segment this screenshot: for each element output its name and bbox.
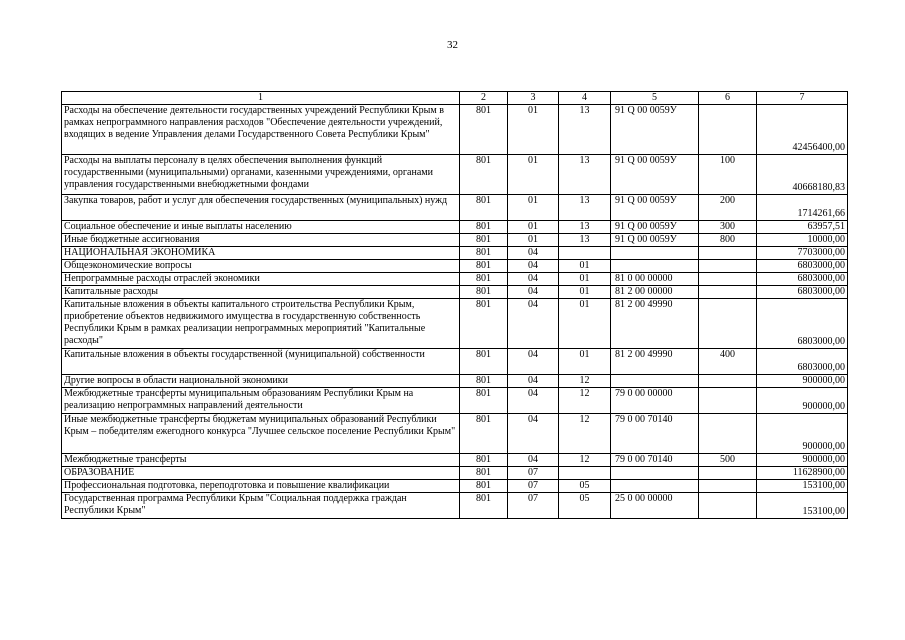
amount-cell: 6803000,00 [757, 286, 848, 299]
expense-type-cell [699, 414, 757, 454]
target-code-cell: 91 Q 00 0059У [611, 155, 699, 195]
chapter-code-cell: 04 [508, 273, 559, 286]
amount-cell: 63957,51 [757, 221, 848, 234]
subsection-code-cell: 12 [559, 414, 611, 454]
target-code-cell: 91 Q 00 0059У [611, 105, 699, 155]
section-code-cell: 801 [460, 414, 508, 454]
row-name-cell: Закупка товаров, работ и услуг для обеспечения государственных (муниципальных) нужд [62, 195, 460, 221]
table-row [62, 286, 848, 299]
section-code-cell: 801 [460, 299, 508, 349]
amount-cell: 7703000,00 [757, 247, 848, 260]
section-code-cell: 801 [460, 467, 508, 480]
chapter-code-cell: 04 [508, 247, 559, 260]
section-code-cell: 801 [460, 260, 508, 273]
subsection-code-cell: 13 [559, 221, 611, 234]
row-name-cell: Расходы на выплаты персоналу в целях обеспечения выполнения функций государственными (муниципальными) органами, казенными учреждениями, органами управления государственными внебюджетными фондами [62, 155, 460, 195]
section-code-cell: 801 [460, 349, 508, 375]
table-row [62, 454, 848, 467]
amount-cell: 900000,00 [757, 388, 848, 414]
target-code-cell: 79 0 00 70140 [611, 414, 699, 454]
row-name-cell: Иные бюджетные ассигнования [62, 234, 460, 247]
expense-type-cell: 800 [699, 234, 757, 247]
subsection-code-cell: 01 [559, 349, 611, 375]
amount-cell: 900000,00 [757, 375, 848, 388]
subsection-code-cell: 13 [559, 234, 611, 247]
target-code-cell [611, 467, 699, 480]
row-name-cell: Общеэкономические вопросы [62, 260, 460, 273]
subsection-code-cell: 12 [559, 375, 611, 388]
table-row [62, 195, 848, 221]
chapter-code-cell: 01 [508, 105, 559, 155]
section-code-cell: 801 [460, 375, 508, 388]
expense-type-cell [699, 260, 757, 273]
expense-type-cell [699, 299, 757, 349]
table-row [62, 105, 848, 155]
row-name-cell: Государственная программа Республики Крым "Социальная поддержка граждан Республики Крым" [62, 493, 460, 519]
page-number: 32 [447, 39, 458, 51]
amount-cell: 6803000,00 [757, 273, 848, 286]
row-name-cell: Иные межбюджетные трансферты бюджетам муниципальных образований Республики Крым – победителям ежегодного конкурса "Лучшее сельское поселение Республики Крым" [62, 414, 460, 454]
section-code-cell: 801 [460, 273, 508, 286]
amount-cell: 1714261,66 [757, 195, 848, 221]
target-code-cell [611, 480, 699, 493]
target-code-cell: 79 0 00 70140 [611, 454, 699, 467]
chapter-code-cell: 04 [508, 375, 559, 388]
row-name-cell: Межбюджетные трансферты [62, 454, 460, 467]
expense-type-cell: 500 [699, 454, 757, 467]
table-row [62, 247, 848, 260]
amount-cell: 40668180,83 [757, 155, 848, 195]
target-code-cell: 91 Q 00 0059У [611, 234, 699, 247]
target-code-cell [611, 375, 699, 388]
expense-type-cell [699, 388, 757, 414]
header-cell: 2 [460, 92, 508, 105]
expense-type-cell: 200 [699, 195, 757, 221]
row-name-cell: Социальное обеспечение и иные выплаты населению [62, 221, 460, 234]
expense-type-cell [699, 286, 757, 299]
chapter-code-cell: 04 [508, 388, 559, 414]
section-code-cell: 801 [460, 195, 508, 221]
chapter-code-cell: 01 [508, 195, 559, 221]
section-code-cell: 801 [460, 286, 508, 299]
chapter-code-cell: 07 [508, 467, 559, 480]
expense-type-cell [699, 273, 757, 286]
header-cell: 4 [559, 92, 611, 105]
amount-cell: 10000,00 [757, 234, 848, 247]
expense-type-cell [699, 480, 757, 493]
section-code-cell: 801 [460, 234, 508, 247]
table-row [62, 414, 848, 454]
table-row [62, 375, 848, 388]
subsection-code-cell [559, 247, 611, 260]
expense-type-cell [699, 105, 757, 155]
chapter-code-cell: 04 [508, 299, 559, 349]
header-cell: 3 [508, 92, 559, 105]
table-row [62, 480, 848, 493]
table-row [62, 234, 848, 247]
section-code-cell: 801 [460, 155, 508, 195]
row-name-cell: Непрограммные расходы отраслей экономики [62, 273, 460, 286]
subsection-code-cell: 01 [559, 273, 611, 286]
table-row [62, 349, 848, 375]
chapter-code-cell: 07 [508, 493, 559, 519]
table-row [62, 155, 848, 195]
amount-cell: 6803000,00 [757, 299, 848, 349]
amount-cell: 153100,00 [757, 480, 848, 493]
row-name-cell: Капитальные вложения в объекты капитального строительства Республики Крым, приобретение объектов недвижимого имущества в государственную собственность Республики Крым в рамках реализации непрограммных мероприятий "Капитальные расходы" [62, 299, 460, 349]
header-cell: 5 [611, 92, 699, 105]
row-name-cell: ОБРАЗОВАНИЕ [62, 467, 460, 480]
section-code-cell: 801 [460, 454, 508, 467]
target-code-cell: 25 0 00 00000 [611, 493, 699, 519]
row-name-cell: Капитальные расходы [62, 286, 460, 299]
chapter-code-cell: 07 [508, 480, 559, 493]
budget-table [61, 91, 848, 519]
subsection-code-cell: 05 [559, 493, 611, 519]
subsection-code-cell: 01 [559, 299, 611, 349]
table-row [62, 273, 848, 286]
header-cell: 1 [62, 92, 460, 105]
row-name-cell: Капитальные вложения в объекты государственной (муниципальной) собственности [62, 349, 460, 375]
expense-type-cell [699, 467, 757, 480]
subsection-code-cell [559, 467, 611, 480]
row-name-cell: Другие вопросы в области национальной экономики [62, 375, 460, 388]
subsection-code-cell: 13 [559, 105, 611, 155]
amount-cell: 6803000,00 [757, 349, 848, 375]
section-code-cell: 801 [460, 493, 508, 519]
expense-type-cell: 300 [699, 221, 757, 234]
subsection-code-cell: 12 [559, 388, 611, 414]
row-name-cell: НАЦИОНАЛЬНАЯ ЭКОНОМИКА [62, 247, 460, 260]
amount-cell: 11628900,00 [757, 467, 848, 480]
section-code-cell: 801 [460, 105, 508, 155]
subsection-code-cell: 12 [559, 454, 611, 467]
amount-cell: 900000,00 [757, 454, 848, 467]
expense-type-cell: 100 [699, 155, 757, 195]
table-row [62, 260, 848, 273]
target-code-cell: 79 0 00 00000 [611, 388, 699, 414]
amount-cell: 6803000,00 [757, 260, 848, 273]
subsection-code-cell: 01 [559, 260, 611, 273]
table-row [62, 299, 848, 349]
target-code-cell [611, 247, 699, 260]
row-name-cell: Расходы на обеспечение деятельности государственных учреждений Республики Крым в рамках непрограммного направления расходов "Обеспечение деятельности учреждений, входящих в ведение Управления делами Государственного Совета Республики Крым" [62, 105, 460, 155]
section-code-cell: 801 [460, 480, 508, 493]
amount-cell: 42456400,00 [757, 105, 848, 155]
section-code-cell: 801 [460, 388, 508, 414]
chapter-code-cell: 01 [508, 155, 559, 195]
target-code-cell: 81 2 00 49990 [611, 299, 699, 349]
chapter-code-cell: 04 [508, 454, 559, 467]
table-row [62, 221, 848, 234]
header-cell: 7 [757, 92, 848, 105]
section-code-cell: 801 [460, 221, 508, 234]
row-name-cell: Профессиональная подготовка, переподготовка и повышение квалификации [62, 480, 460, 493]
expense-type-cell [699, 493, 757, 519]
table-header-row [62, 92, 848, 105]
target-code-cell: 81 2 00 49990 [611, 349, 699, 375]
subsection-code-cell: 13 [559, 155, 611, 195]
subsection-code-cell: 05 [559, 480, 611, 493]
table-row [62, 467, 848, 480]
subsection-code-cell: 01 [559, 286, 611, 299]
target-code-cell: 91 Q 00 0059У [611, 195, 699, 221]
chapter-code-cell: 01 [508, 221, 559, 234]
target-code-cell: 81 0 00 00000 [611, 273, 699, 286]
expense-type-cell: 400 [699, 349, 757, 375]
chapter-code-cell: 04 [508, 349, 559, 375]
table-row [62, 493, 848, 519]
subsection-code-cell: 13 [559, 195, 611, 221]
header-cell: 6 [699, 92, 757, 105]
chapter-code-cell: 04 [508, 414, 559, 454]
row-name-cell: Межбюджетные трансферты муниципальным образованиям Республики Крым на реализацию непрограммных направлений деятельности [62, 388, 460, 414]
target-code-cell [611, 260, 699, 273]
chapter-code-cell: 01 [508, 234, 559, 247]
table-row [62, 388, 848, 414]
section-code-cell: 801 [460, 247, 508, 260]
target-code-cell: 81 2 00 00000 [611, 286, 699, 299]
chapter-code-cell: 04 [508, 286, 559, 299]
chapter-code-cell: 04 [508, 260, 559, 273]
amount-cell: 153100,00 [757, 493, 848, 519]
amount-cell: 900000,00 [757, 414, 848, 454]
expense-type-cell [699, 247, 757, 260]
expense-type-cell [699, 375, 757, 388]
target-code-cell: 91 Q 00 0059У [611, 221, 699, 234]
